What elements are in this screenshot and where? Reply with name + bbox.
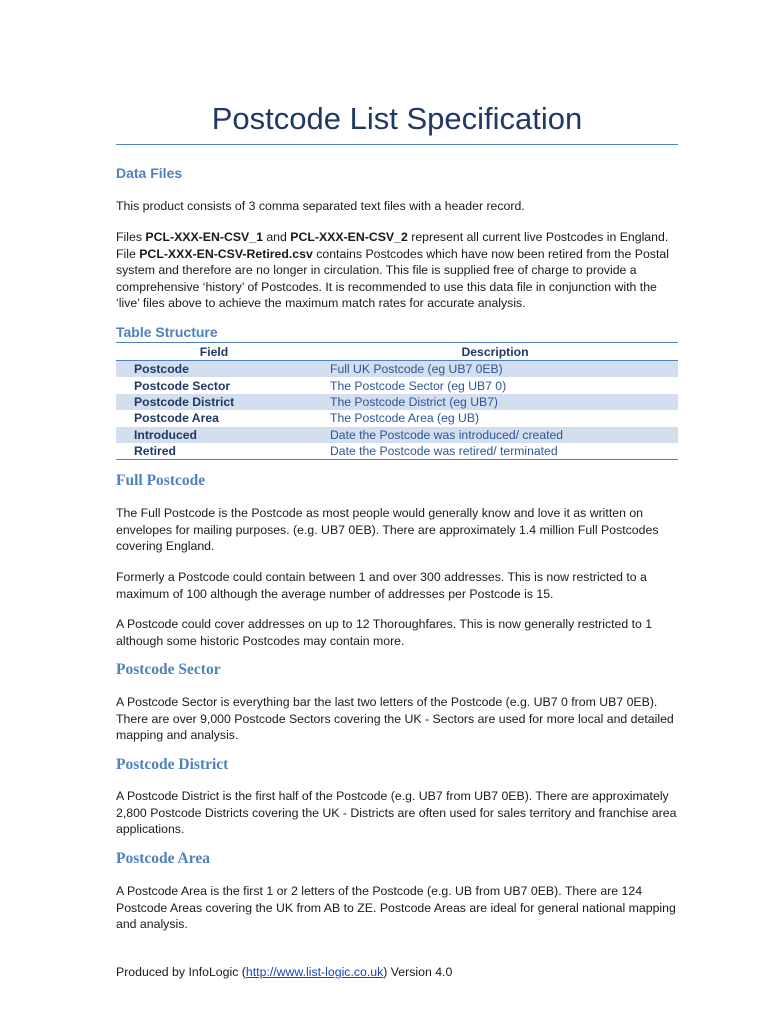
- field-cell: Introduced: [116, 427, 312, 443]
- table-row: [116, 427, 678, 443]
- postcode-area-heading: Postcode Area: [116, 850, 210, 867]
- title-divider: [116, 144, 678, 145]
- data-files-heading: Data Files: [116, 165, 183, 181]
- description-cell: Date the Postcode was introduced/ created: [312, 427, 678, 443]
- postcode-district-paragraph: A Postcode District is the first half of the Postcode (e.g. UB7 from UB7 0EB). There are approximately 2,800 Postcode Districts covering the UK - Districts are often used for sales territory and franchise area applications.: [116, 789, 677, 837]
- field-cell: Postcode Sector: [134, 378, 231, 393]
- full-postcode-heading: Full Postcode: [116, 472, 206, 489]
- field-cell: Postcode District: [116, 394, 312, 410]
- table-structure-heading: Table Structure: [116, 324, 218, 340]
- postcode-area-paragraph: A Postcode Area is the first 1 or 2 letters of the Postcode (e.g. UB from UB7 0EB). There are 124 Postcode Areas covering the UK from AB to ZE. Postcode Areas are ideal for general national mapping and analysis.: [116, 884, 676, 932]
- footer: [116, 965, 452, 979]
- file-name-2: PCL-XXX-EN-CSV_2: [290, 230, 408, 244]
- description-cell: The Postcode Area (eg UB): [330, 411, 480, 426]
- postcode-sector-heading: Postcode Sector: [116, 661, 221, 678]
- data-files-paragraph-1: This product consists of 3 comma separated text files with a header record.: [116, 199, 525, 213]
- description-cell: Date the Postcode was retired/ terminated: [312, 443, 678, 460]
- field-cell: Postcode: [116, 361, 312, 378]
- footer-prefix: Produced by InfoLogic (: [116, 965, 246, 979]
- table-header-row: [116, 343, 678, 361]
- full-postcode-paragraph-2: Formerly a Postcode could contain between 1 and over 300 addresses. This is now restricted to a maximum of 100 although the average number of addresses per Postcode is 15.: [116, 570, 647, 601]
- structure-table: [116, 342, 678, 460]
- table-row: [116, 410, 678, 426]
- table-row: [116, 443, 678, 460]
- postcode-district-heading: Postcode District: [116, 756, 229, 773]
- table-row: [116, 377, 678, 393]
- full-postcode-paragraph-3: A Postcode could cover addresses on up to 12 Thoroughfares. This is now generally restricted to 1 although some historic Postcodes may contain more.: [116, 617, 653, 648]
- footer-link[interactable]: http://www.list-logic.co.uk: [245, 965, 384, 979]
- description-cell: The Postcode District (eg UB7): [312, 394, 678, 410]
- field-cell: Postcode Area: [134, 411, 219, 426]
- full-postcode-paragraph-1: The Full Postcode is the Postcode as most people would generally know and love it as written on envelopes for mailing purposes. (e.g. UB7 0EB). There are approximately 1.4 million Full Postcodes covering England.: [116, 506, 659, 554]
- data-files-paragraph-2: Files PCL-XXX-EN-CSV_1 and PCL-XXX-EN-CSV_2 represent all current live Postcodes in England. File PCL-XXX-EN-CSV-Retired.csv contains Postcodes which have now been retired from the Postal system and therefore are no longer in circulation. This file is supplied free of charge to provide a comprehensive ‘history’ of Postcodes. It is recommended to use this data file in conjunction with the ‘live’ files above to achieve the maximum match rates for accurate analysis.: [116, 230, 669, 311]
- description-cell: The Postcode Sector (eg UB7 0): [330, 378, 507, 393]
- page-title: Postcode List Specification: [211, 101, 583, 136]
- table-row: [116, 394, 678, 410]
- description-cell: Full UK Postcode (eg UB7 0EB): [312, 361, 678, 378]
- footer-suffix: ) Version 4.0: [383, 965, 453, 979]
- file-name-retired: PCL-XXX-EN-CSV-Retired.csv: [139, 246, 313, 261]
- field-cell: Retired: [116, 443, 312, 460]
- file-name-1: PCL-XXX-EN-CSV_1: [145, 230, 263, 244]
- postcode-sector-paragraph: A Postcode Sector is everything bar the last two letters of the Postcode (e.g. UB7 0 from UB7 0EB). There are over 9,000 Postcode Sectors covering the UK - Sectors are used for more local and detailed mapping and analysis.: [116, 695, 674, 743]
- column-header-description: Description: [312, 343, 678, 361]
- table-row: [116, 361, 678, 378]
- column-header-field: Field: [116, 343, 312, 361]
